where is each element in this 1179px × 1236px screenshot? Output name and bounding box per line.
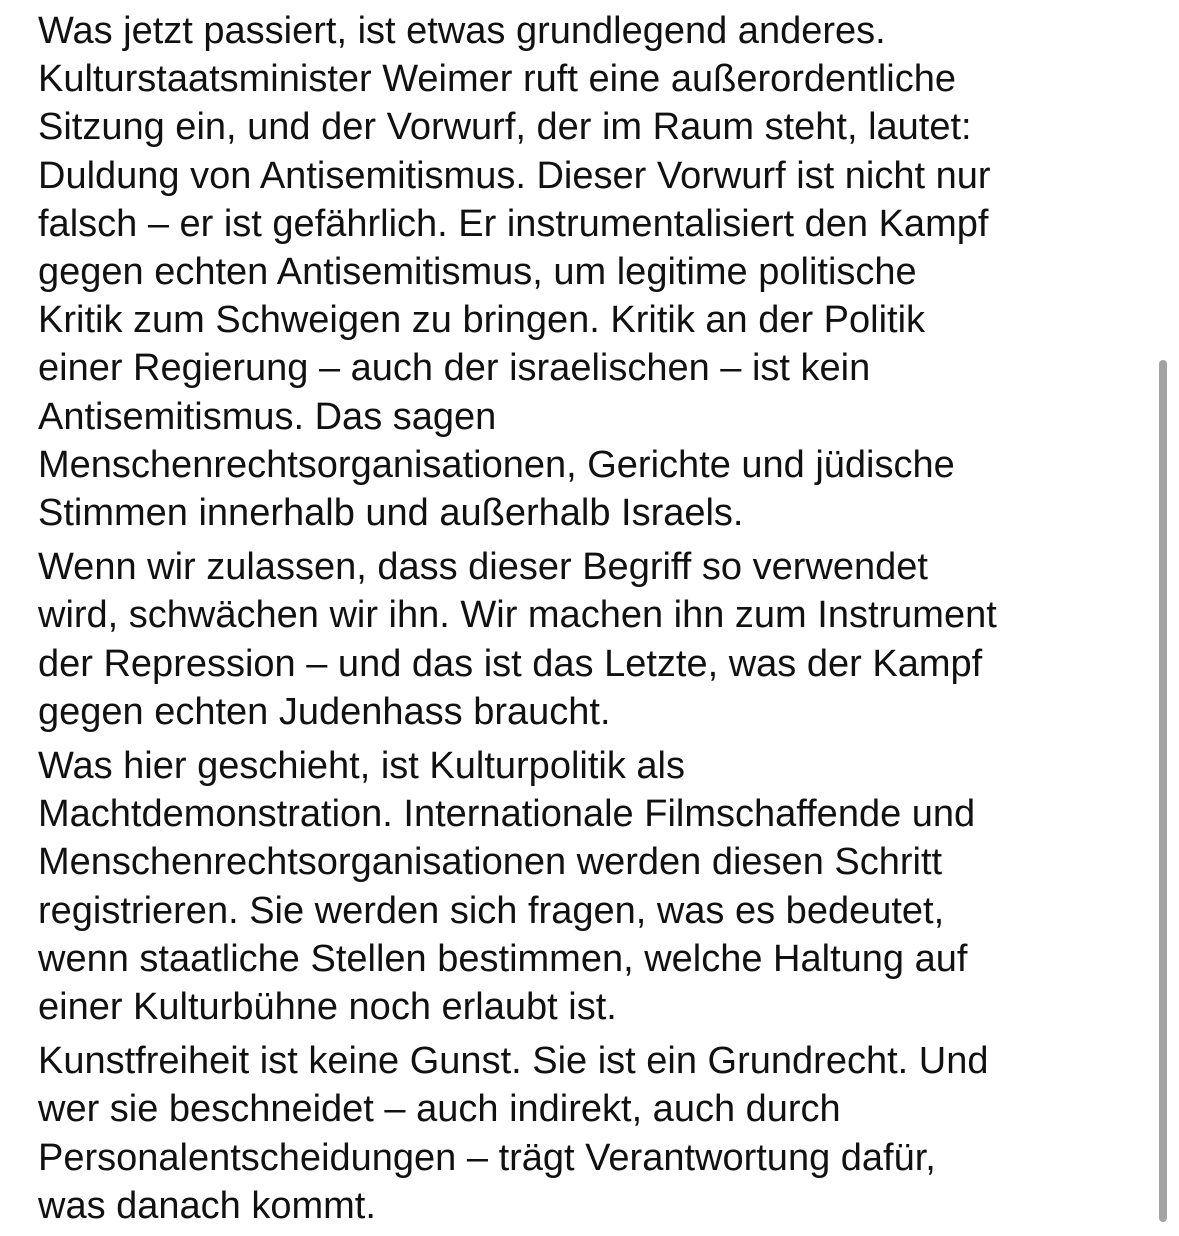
text-line: Was hier geschieht, ist Kulturpolitik als — [38, 745, 685, 788]
paragraph-2 — [38, 543, 1150, 736]
text-line: Duldung von Antisemitismus. Dieser Vorwurf ist nicht nur — [38, 154, 991, 197]
text-line: einer Regierung – auch der israelischen – ist kein — [38, 347, 871, 390]
text-line: Kunstfreiheit ist keine Gunst. Sie ist ein Grundrecht. Und — [38, 1040, 989, 1083]
text-line: gegen echten Judenhass braucht. — [38, 690, 611, 733]
text-line: der Repression – und das ist das Letzte, was der Kampf — [38, 642, 983, 685]
text-line: einer Kulturbühne noch erlaubt ist. — [38, 986, 617, 1029]
text-line: wer sie beschneidet – auch indirekt, auch durch — [38, 1088, 841, 1131]
text-line: wird, schwächen wir ihn. Wir machen ihn zum Instrument — [38, 594, 997, 637]
text-line: Sitzung ein, und der Vorwurf, der im Raum steht, lautet: — [38, 106, 972, 149]
paragraph-3 — [38, 742, 1150, 1031]
text-line: gegen echten Antisemitismus, um legitime politische — [38, 251, 917, 294]
paragraph-1 — [38, 7, 1150, 537]
text-line: Menschenrechtsorganisationen werden diesen Schritt — [38, 841, 943, 884]
text-line: Kulturstaatsminister Weimer ruft eine außerordentliche — [38, 58, 957, 101]
paragraph-4 — [38, 1037, 1150, 1230]
text-line: Personalentscheidungen – trägt Verantwortung dafür, — [38, 1136, 936, 1179]
scrollbar-thumb[interactable] — [1159, 360, 1167, 1222]
text-line: Wenn wir zulassen, dass dieser Begriff so verwendet — [38, 546, 928, 589]
text-line: Kritik zum Schweigen zu bringen. Kritik an der Politik — [38, 299, 926, 342]
text-line: Machtdemonstration. Internationale Filmschaffende und — [38, 793, 976, 836]
post-text — [38, 7, 1150, 1236]
vertical-scrollbar[interactable] — [1159, 360, 1168, 1222]
text-line: Was jetzt passiert, ist etwas grundlegend anderes. — [38, 10, 886, 52]
text-line: was danach kommt. — [38, 1184, 376, 1227]
text-line: Antisemitismus. Das sagen — [38, 395, 497, 438]
text-line: Stimmen innerhalb und außerhalb Israels. — [38, 492, 744, 535]
text-line: registrieren. Sie werden sich fragen, was es bedeutet, — [38, 889, 945, 932]
text-line: wenn staatliche Stellen bestimmen, welche Haltung auf — [38, 937, 968, 980]
text-line: Menschenrechtsorganisationen, Gerichte und jüdische — [38, 443, 955, 486]
text-line: falsch – er ist gefährlich. Er instrumentalisiert den Kampf — [38, 202, 989, 245]
